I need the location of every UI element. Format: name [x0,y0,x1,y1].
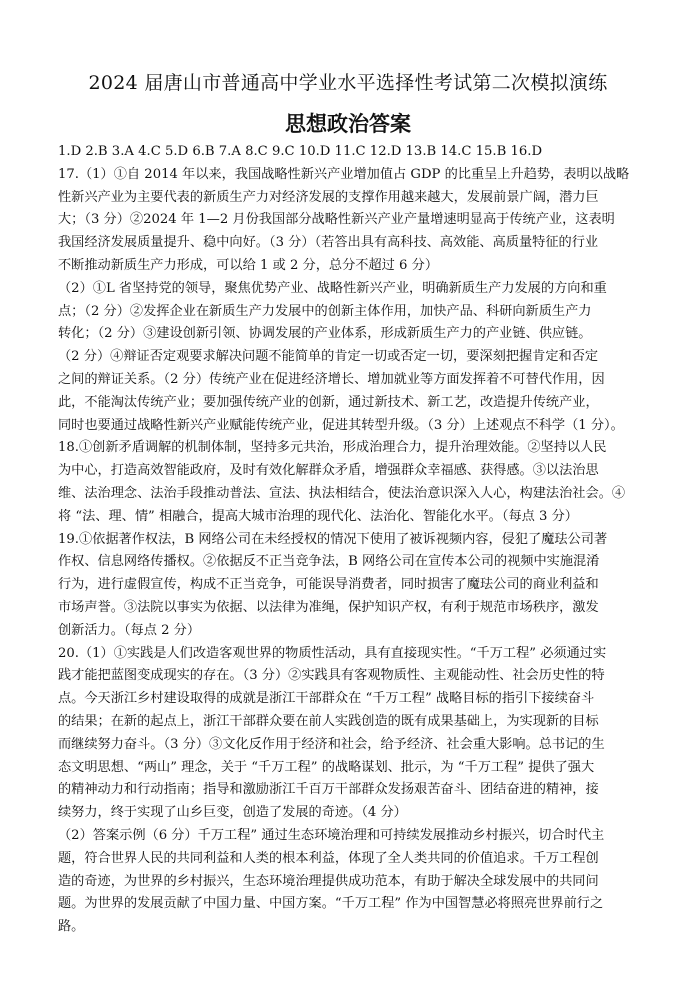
text-line: （2 分）④辩证否定观要求解决问题不能简单的肯定一切或否定一切，要深刻把握肯定和否定 [58,349,599,365]
text-line: 态文明思想、“两山” 理念，关于 “千万工程” 的战略谋划、批示，为 “千万工程” 提供了强大 [58,759,595,775]
text-line: 路。 [58,919,85,935]
text-line: 不断推动新质生产力形成，可以给 1 或 2 分，总分不超过 6 分） [58,257,439,273]
text-line: 1.D 2.B 3.A 4.C 5.D 6.B 7.A 8.C 9.C 10.D 11.C 12.D 13.B 14.C 15.B 16.D [58,144,543,159]
text-line: 行为，进行虚假宣传，构成不正当竞争，可能误导消费者，同时损害了魔珐公司的商业利益和 [58,577,599,593]
text-line: 践才能把蓝图变成现实的存在。（3 分）②实践具有客观物质性、主观能动性、社会历史性的特 [58,668,605,684]
text-line: 大；（3 分）②2024 年 1—2 月份我国部分战略性新兴产业产量增速明显高于传统产业，这表明 [58,212,615,228]
text-line: 题。为世界的发展贡献了中国力量、中国方案。“千万工程” 作为中国智慧必将照亮世界前行之 [58,896,604,912]
text-line: 造的奇迹，为世界的乡村振兴，生态环境治理提供成功范本，有助于解决全球发展中的共同问 [58,873,599,889]
text-line: 性新兴产业为主要代表的新质生产力对经济发展的支撑作用越来越大，发展前景广阔，潜力巨 [58,189,599,205]
text-line: 的精神动力和行动指南；指导和激励浙江千百万干部群众发扬艰苦奋斗、团结奋进的精神，接 [58,782,599,798]
text-line: 题，符合世界人民的共同利益和人类的根本利益，体现了全人类共同的价值追求。千万工程创 [58,850,599,866]
text-line: （2）答案示例（6 分）千万工程” 通过生态环境治理和可持续发展推动乡村振兴，切合时代主 [58,827,605,843]
text-line: 维、法治理念、法治手段推动普法、宣法、执法相结合，使法治意识深入人心，构建法治社会。④ [58,485,626,501]
text-line: 续努力，终于实现了山乡巨变，创造了发展的奇迹。（4 分） [58,805,407,821]
text-line: 20.（1）①实践是人们改造客观世界的物质性活动，具有直接现实性。“千万工程” 必须通过实 [58,645,607,661]
text-line: 19.①依据著作权法，B 网络公司在未经授权的情况下使用了被诉视频内容，侵犯了魔珐公司著 [58,531,608,547]
text-line: 17.（1）①自 2014 年以来，我国战略性新兴产业增加值占 GDP 的比重呈上升趋势，表明以战略 [58,166,630,182]
text-line: （2）①L 省坚持党的领导，聚焦优势产业、战略性新兴产业，明确新质生产力发展的方向和重 [58,280,607,296]
text-line: 点；（2 分）②发挥企业在新质生产力发展中的创新主体作用，加快产品、科研向新质生产力 [58,303,592,319]
text-line: 市场声誉。③法院以事实为依据、以法律为准绳，保护知识产权，有利于规范市场秩序，激发 [58,599,599,615]
text-line: 同时也要通过战略性新兴产业赋能传统产业，促进其转型升级。（3 分）上述观点不科学（1 分）。 [58,417,624,433]
document-title: 2024 届唐山市普通高中学业水平选择性考试第二次模拟演练 [88,72,608,94]
text-line: 点。今天浙江乡村建设取得的成就是浙江干部群众在 “千万工程” 战略目标的指引下接续奋斗 [58,691,595,707]
text-line: 创新活力。（每点 2 分） [58,622,201,638]
text-line: 为中心，打造高效智能政府，及时有效化解群众矛盾，增强群众幸福感、获得感。③以法治思 [58,463,599,479]
answer-body [58,141,640,939]
text-line: 将 “法、理、情” 相融合，提高大城市治理的现代化、法治化、智能化水平。（每点 3 分） [58,508,578,524]
text-line: 此，不能淘汰传统产业；要加强传统产业的创新，通过新技术、新工艺，改造提升传统产业， [58,394,599,410]
document-subtitle: 思想政治答案 [285,111,411,136]
text-line: 之间的辩证关系。（2 分）传统产业在促进经济增长、增加就业等方面发挥着不可替代作用，因 [58,371,605,387]
text-line: 的结果；在新的起点上，浙江干部群众要在前人实践创造的既有成果基础上，为实现新的目标 [58,713,599,729]
text-line: 转化；（2 分）③建设创新引领、协调发展的产业体系，形成新质生产力的产业链、供应链。 [58,326,592,342]
text-line: 作权、信息网络传播权。②依据反不正当竞争法，B 网络公司在宣传本公司的视频中实施混淆 [58,554,600,570]
text-line: 18.①创新矛盾调解的机制体制，坚持多元共治，形成治理合力，提升治理效能。②坚持以人民 [58,440,607,456]
text-line: 而继续努力奋斗。（3 分）③文化反作用于经济和社会，给予经济、社会重大影响。总书记的生 [58,736,605,752]
text-line: 我国经济发展质量提升、稳中向好。（3 分）（若答出具有高科技、高效能、高质量特征的行业 [58,235,599,251]
